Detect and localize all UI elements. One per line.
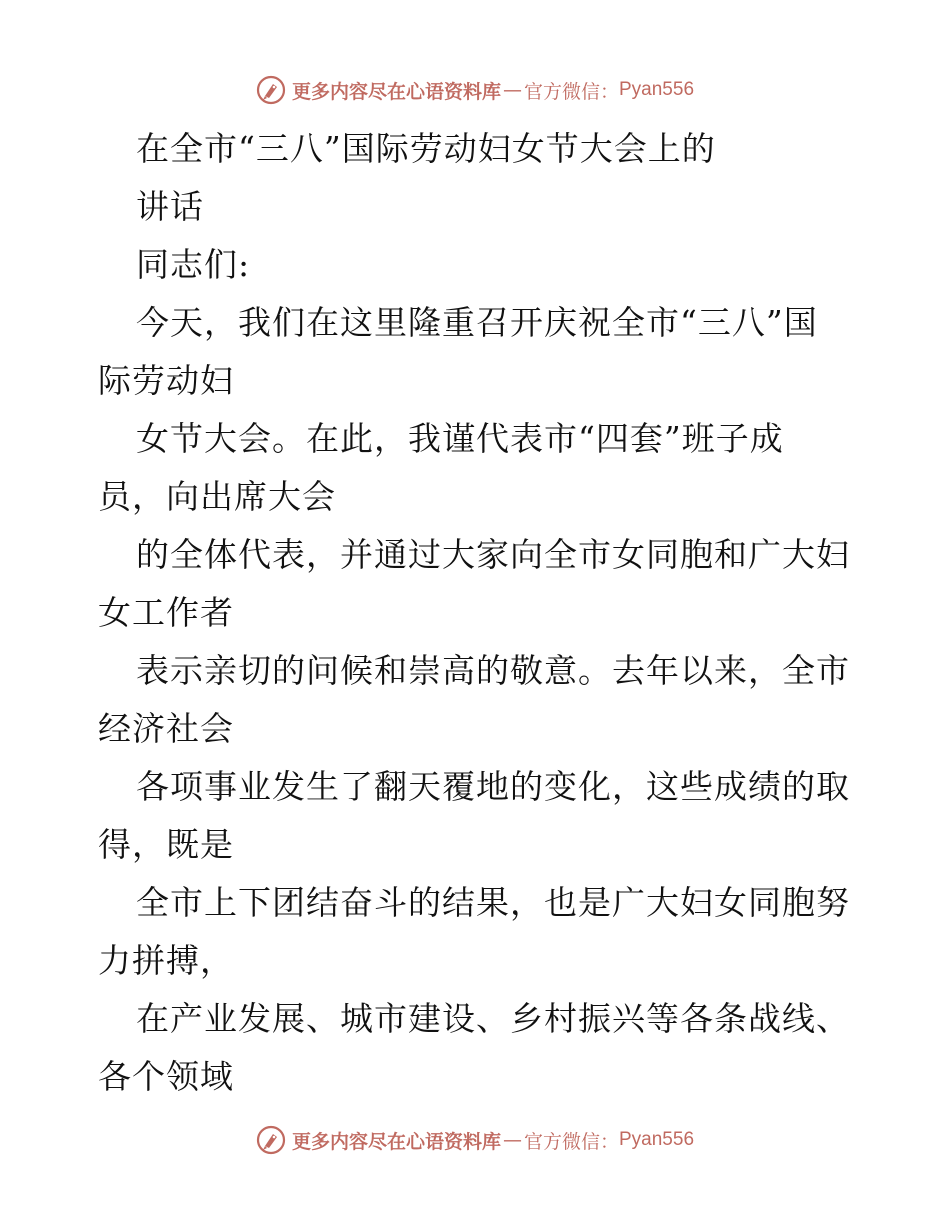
pen-nib-logo-icon xyxy=(256,75,286,105)
document-title-line-2: 讲话 xyxy=(136,187,204,226)
document-line: 女工作者 xyxy=(98,593,234,632)
document-body xyxy=(98,120,858,1106)
document-line: 经济社会 xyxy=(98,709,234,748)
watermark-wechat-id: Pyan556 xyxy=(619,79,695,100)
document-line: 今天，我们在这里隆重召开庆祝全市“三八”国 xyxy=(136,303,818,342)
document-line: 际劳动妇 xyxy=(98,361,234,400)
document-paragraphs xyxy=(98,236,858,1106)
footer-watermark xyxy=(0,1122,950,1158)
header-watermark xyxy=(0,72,950,108)
document-line: 在产业发展、城市建设、乡村振兴等各条战线、 xyxy=(136,999,850,1038)
document-line: 表示亲切的问候和崇高的敬意。去年以来，全市 xyxy=(136,651,850,690)
document-line: 女节大会。在此，我谨代表市“四套”班子成 xyxy=(136,419,784,458)
document-line: 员，向出席大会 xyxy=(98,477,336,516)
document-line: 全市上下团结奋斗的结果，也是广大妇女同胞努 xyxy=(136,883,850,922)
watermark-wechat-label: 官方微信： xyxy=(523,80,619,103)
watermark-site-name: 更多内容尽在心语资料库 xyxy=(291,80,501,103)
document-line: 力拼搏， xyxy=(98,941,234,980)
document-line: 各项事业发生了翻天覆地的变化，这些成绩的取 xyxy=(136,767,850,806)
pen-nib-logo-icon xyxy=(256,1125,286,1155)
document-line: 得，既是 xyxy=(98,825,234,864)
watermark-dash: — xyxy=(502,1129,522,1151)
watermark-wechat-label: 官方微信： xyxy=(523,1130,619,1153)
watermark-wechat-id: Pyan556 xyxy=(619,1129,695,1150)
document-line: 各个领域 xyxy=(98,1057,234,1096)
document-line: 的全体代表，并通过大家向全市女同胞和广大妇 xyxy=(136,535,850,574)
document-line: 同志们: xyxy=(136,245,251,284)
document-title-line-1: 在全市“三八”国际劳动妇女节大会上的 xyxy=(136,129,716,168)
watermark-dash: — xyxy=(502,79,522,101)
watermark-site-name: 更多内容尽在心语资料库 xyxy=(291,1130,501,1153)
